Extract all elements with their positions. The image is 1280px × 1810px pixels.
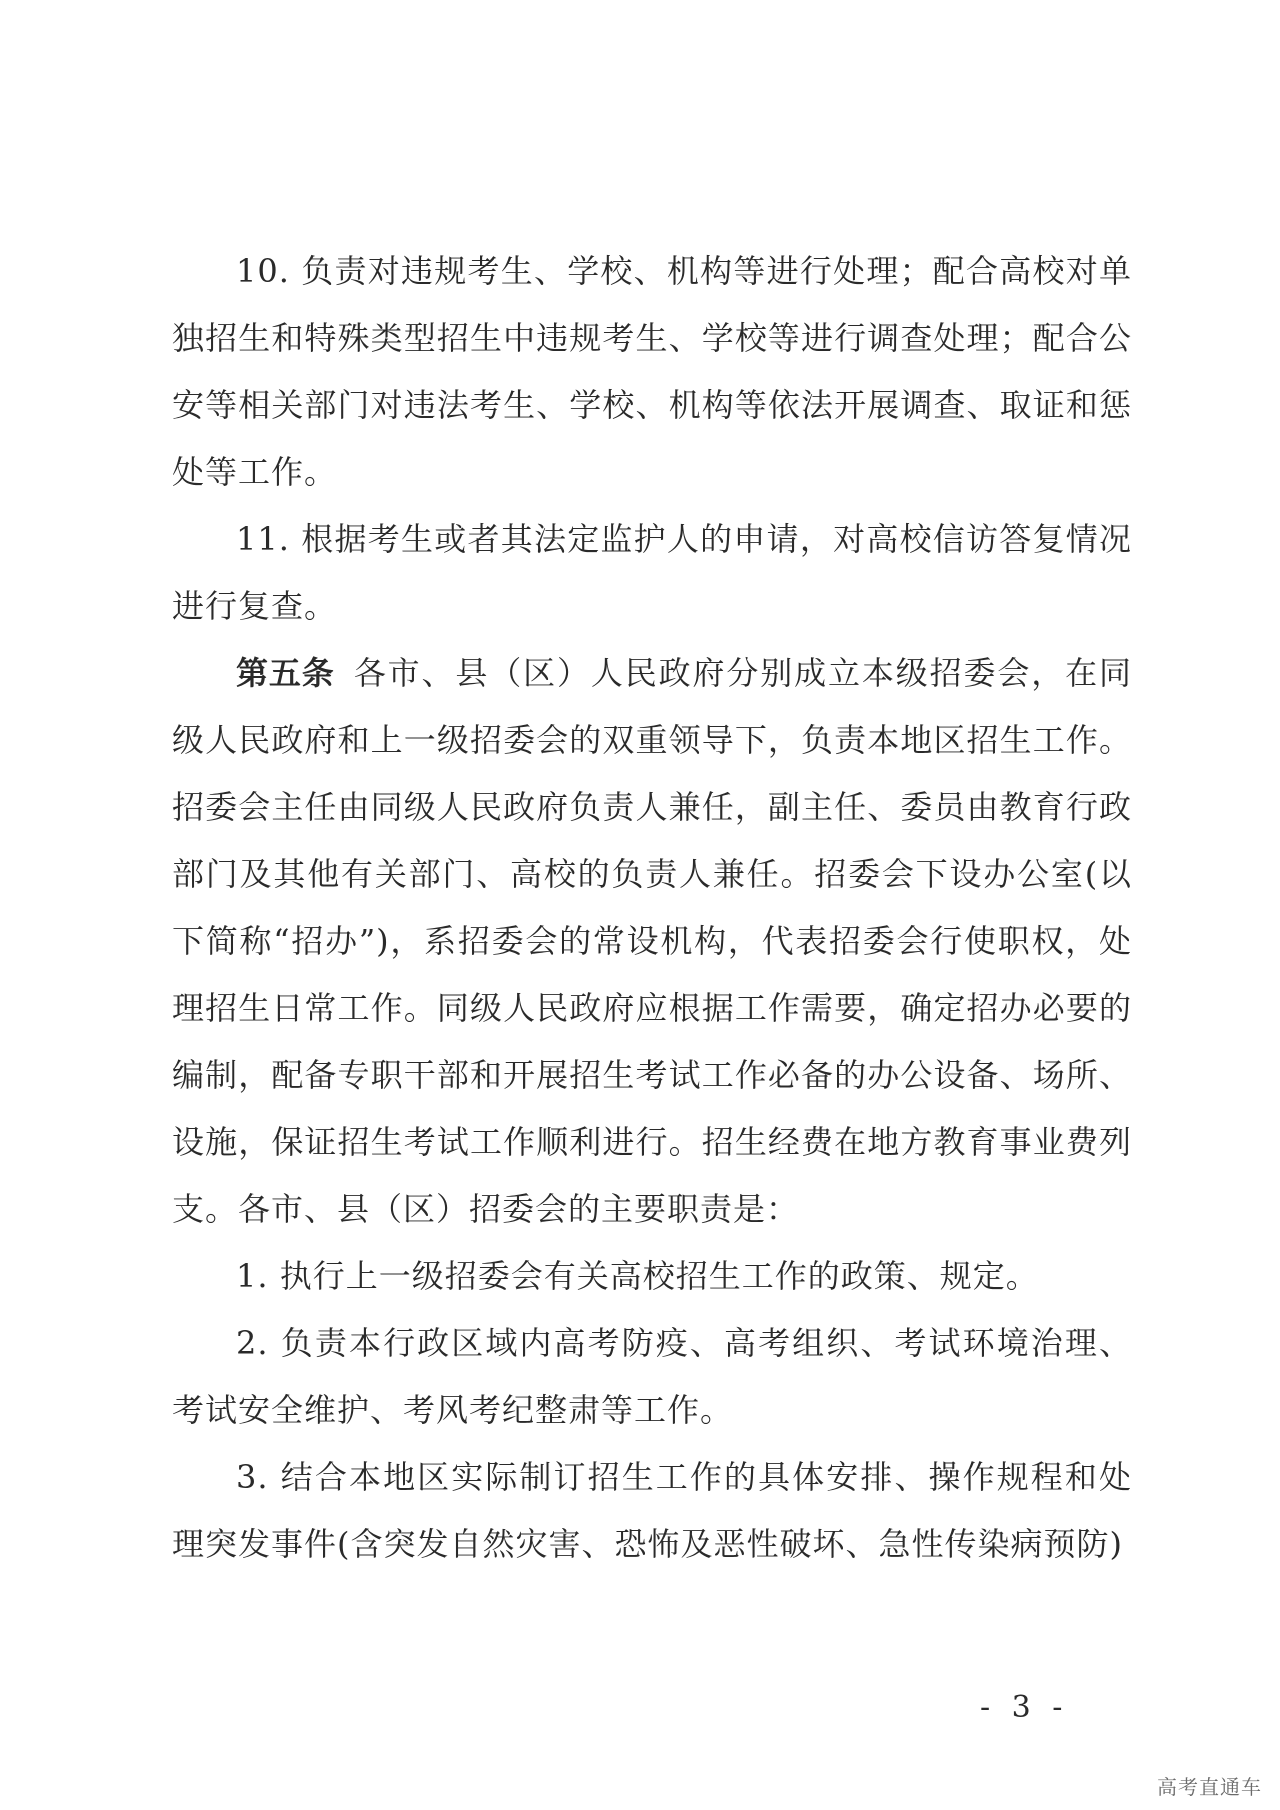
watermark-label: 高考直通车: [1157, 1775, 1262, 1799]
article-body: 各市、县（区）人民政府分别成立本级招委会，在同级人民政府和上一级招委会的双重领导下，负责本地区招生工作。招委会主任由同级人民政府负责人兼任，副主任、委员由教育行政部门及其他有关部门、高校的负责人兼任。招委会下设办公室(以下简称“招办”)，系招委会的常设机构，代表招委会行使职权，处理招生日常工作。同级人民政府应根据工作需要，确定招办必要的编制，配备专职干部和开展招生考试工作必备的办公设备、场所、设施，保证招生考试工作顺利进行。招生经费在地方教育事业费列支。各市、县（区）招委会的主要职责是：: [172, 654, 1132, 1228]
document-body: [172, 238, 1132, 1578]
duty-item-2: 2. 负责本行政区域内高考防疫、高考组织、考试环境治理、考试安全维护、考风考纪整肃等工作。: [172, 1324, 1132, 1429]
article-five-paragraph: [172, 640, 1132, 1243]
page-number: - 3 -: [980, 1690, 1069, 1725]
article-heading: 第五条: [236, 654, 335, 692]
duty-item-1: 1. 执行上一级招委会有关高校招生工作的政策、规定。: [236, 1257, 1039, 1295]
duty-item-3: 3. 结合本地区实际制订招生工作的具体安排、操作规程和处理突发事件(含突发自然灾害、恐怖及恶性破坏、急性传染病预防): [172, 1458, 1132, 1563]
paragraph-item-10: 10. 负责对违规考生、学校、机构等进行处理；配合高校对单独招生和特殊类型招生中违规考生、学校等进行调查处理；配合公安等相关部门对违法考生、学校、机构等依法开展调查、取证和惩处等工作。: [172, 252, 1132, 491]
paragraph-item-11: 11. 根据考生或者其法定监护人的申请，对高校信访答复情况进行复查。: [172, 520, 1132, 625]
